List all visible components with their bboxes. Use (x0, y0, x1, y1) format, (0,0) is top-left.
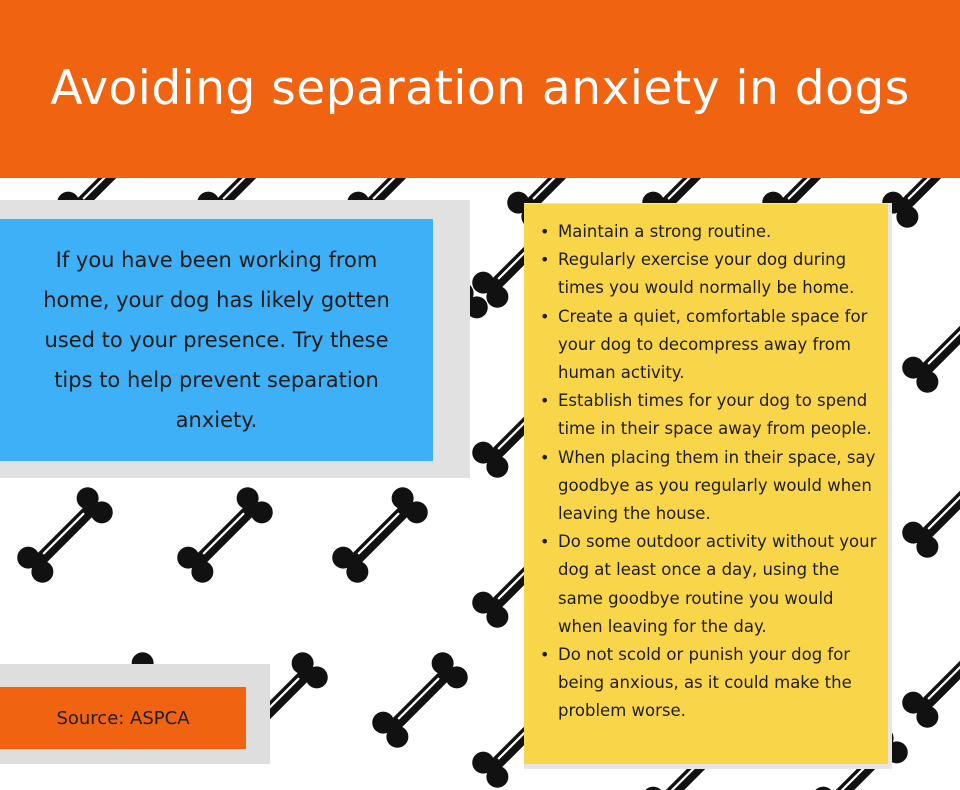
tip-item (536, 641, 878, 726)
bullet-icon: • (540, 250, 550, 270)
tips-box (524, 204, 888, 764)
tip-item (536, 218, 878, 246)
tip-text: Regularly exercise your dog during times you would normally be home. (558, 250, 855, 298)
bullet-icon: • (540, 532, 550, 552)
bone-icon (898, 458, 960, 563)
bullet-icon: • (540, 391, 550, 411)
tip-item (536, 303, 878, 388)
tip-text: Establish times for your dog to spend time in their space away from people. (558, 391, 872, 439)
title-banner (0, 0, 960, 178)
bone-icon (13, 483, 118, 588)
bone-icon (328, 483, 433, 588)
tip-text: Maintain a strong routine. (558, 222, 772, 241)
tip-item (536, 387, 878, 443)
bullet-icon: • (540, 447, 550, 467)
bone-icon (368, 648, 473, 753)
tip-item (536, 528, 878, 641)
bullet-icon: • (540, 645, 550, 665)
tip-item (536, 246, 878, 302)
tip-text: When placing them in their space, say goodbye as you regularly would when leaving the house. (558, 447, 876, 524)
page-title: Avoiding separation anxiety in dogs (50, 61, 910, 116)
bone-icon (173, 483, 278, 588)
tip-text: Create a quiet, comfortable space for your dog to decompress away from human activity. (558, 306, 868, 383)
tips-list (536, 218, 878, 726)
intro-text: If you have been working from home, your dog has likely gotten used to your presence. Try these tips to help prevent separation anxiety. (43, 248, 390, 432)
bullet-icon: • (540, 222, 550, 241)
intro-box (0, 219, 433, 461)
bone-icon (898, 628, 960, 733)
bullet-icon: • (540, 306, 550, 326)
bone-icon (898, 293, 960, 398)
tip-text: Do some outdoor activity without your dog at least once a day, using the same goodbye routine you would when leaving for the day. (558, 532, 877, 636)
source-box (0, 687, 246, 749)
source-label: Source: ASPCA (56, 707, 190, 729)
tip-item (536, 444, 878, 529)
tip-text: Do not scold or punish your dog for being anxious, as it could make the problem worse. (558, 645, 852, 721)
